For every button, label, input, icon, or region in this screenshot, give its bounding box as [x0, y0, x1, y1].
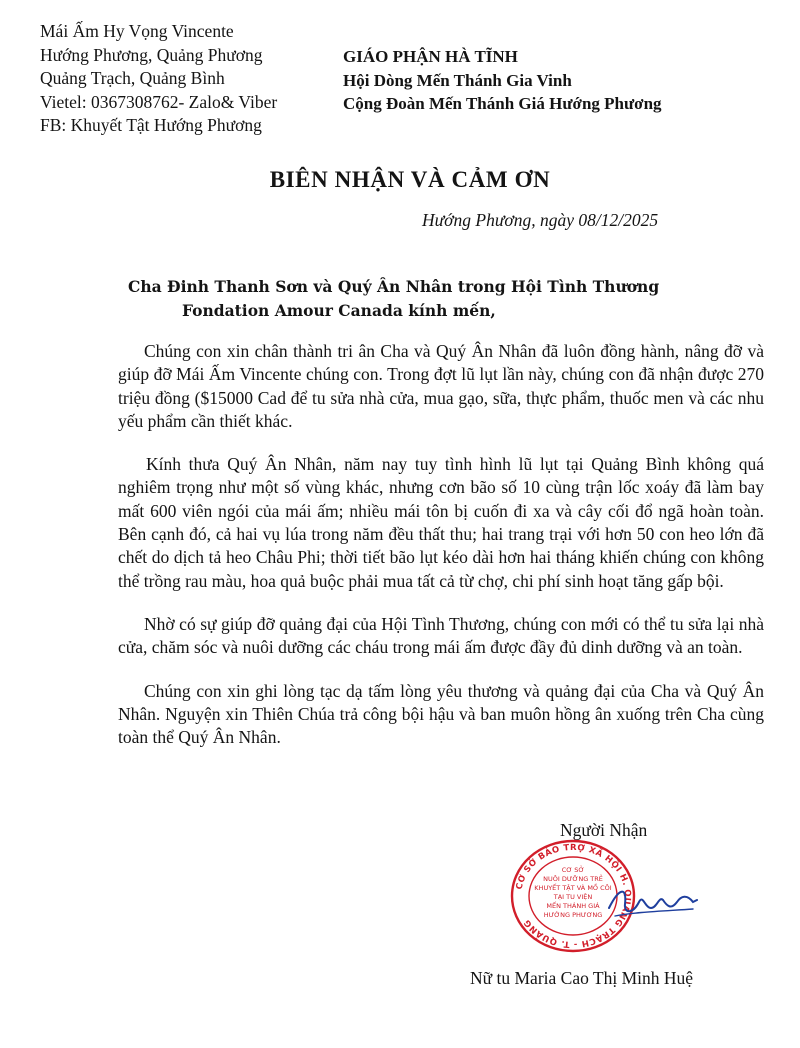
org-name: Mái Ấm Hy Vọng Vincente	[40, 21, 234, 41]
seal-line-3: KHUYẾT TẬT VÀ MỒ CÔI	[534, 884, 612, 892]
addressee-line-2: Fondation Amour Canada kính mến,	[182, 301, 496, 320]
org-phone: Vietel: 0367308762- Zalo& Viber	[40, 91, 278, 112]
seal-line-2: NUÔI DƯỠNG TRẺ	[543, 875, 603, 883]
addressee-line-1: Cha Đinh Thanh Sơn và Quý Ân Nhân trong Hội Tình Thương	[128, 277, 660, 296]
body-paragraph-4: Chúng con xin ghi lòng tạc dạ tấm lòng yêu thương và quảng đại của Cha và Quý Ân Nhân. Nguyện xin Thiên Chúa trả công bội hậu và ban muôn hồng ân xuống trên Cha cùng toàn thể Quý Ân Nhân.	[118, 680, 764, 748]
signer-name: Nữ tu Maria Cao Thị Minh Huệ	[470, 968, 694, 988]
seal-line-1: CƠ SỞ	[561, 866, 585, 874]
congregation-name: Hội Dòng Mến Thánh Gia Vinh	[343, 70, 572, 90]
diocese-name: GIÁO PHẬN HÀ TĨNH	[343, 47, 518, 66]
community-name: Cộng Đoàn Mến Thánh Giá Hướng Phương	[343, 94, 662, 113]
org-facebook: FB: Khuyết Tật Hướng Phương	[40, 115, 262, 135]
org-address-line-1: Hướng Phương, Quảng Phương	[40, 44, 263, 65]
seal-line-6: HƯỚNG PHƯƠNG	[543, 911, 603, 919]
letter-body	[118, 340, 764, 769]
handwritten-signature	[605, 878, 700, 928]
organization-contact-block	[40, 20, 277, 138]
recipient-label: Người Nhận	[560, 820, 648, 840]
body-paragraph-1: Chúng con xin chân thành tri ân Cha và Quý Ân Nhân đã luôn đồng hành, nâng đỡ và giúp đỡ Mái Ấm Vincente chúng con. Trong đợt lũ lụt lần này, chúng con đã nhận được 270 triệu đồng ($15000 Cad để tu sửa nhà cửa, mua gạo, sữa, thực phẩm, thuốc men và các nhu yếu phẩm cần thiết khác.	[118, 341, 764, 431]
document-date: Hướng Phương, ngày 08/12/2025	[422, 210, 659, 230]
body-paragraph-2: Kính thưa Quý Ân Nhân, năm nay tuy tình hình lũ lụt tại Quảng Bình không quá nghiêm trọng như một số vùng khác, nhưng cơn bão số 10 cùng trận lốc xoáy đã làm bay mất 600 viên ngói của mái ấm; nhiều mái tôn bị cuốn đi xa và cây cối đổ ngã hoàn toàn. Bên cạnh đó, cả hai vụ lúa trong năm đều thất thu; hai trang trại với hơn 50 con heo lớn đã chết do dịch tả heo Châu Phi; thời tiết bão lụt kéo dài hơn hai tháng khiến chúng con không thể trồng rau màu, hoa quả buộc phải mua tất cả từ chợ, chi phí sinh hoạt tăng gấp bội.	[118, 454, 764, 591]
addressee-block	[128, 275, 659, 323]
body-paragraph-3: Nhờ có sự giúp đỡ quảng đại của Hội Tình Thương, chúng con mới có thể tu sửa lại nhà cửa, chăm sóc và nuôi dưỡng các cháu trong mái ấm được đầy đủ dinh dưỡng và an toàn.	[118, 613, 764, 658]
org-address-line-2: Quảng Trạch, Quảng Bình	[40, 68, 225, 88]
seal-ring-text: CƠ SỞ BẢO TRỢ XÃ HỘI H. QUẢNG TRẠCH - T. QUẢNG	[514, 842, 633, 950]
document-title: BIÊN NHẬN VÀ CẢM ƠN	[269, 167, 551, 192]
seal-line-5: MẾN THÁNH GIÁ	[546, 902, 600, 910]
seal-line-4: TẠI TU VIỆN	[553, 893, 593, 901]
diocese-header-block	[343, 45, 662, 116]
